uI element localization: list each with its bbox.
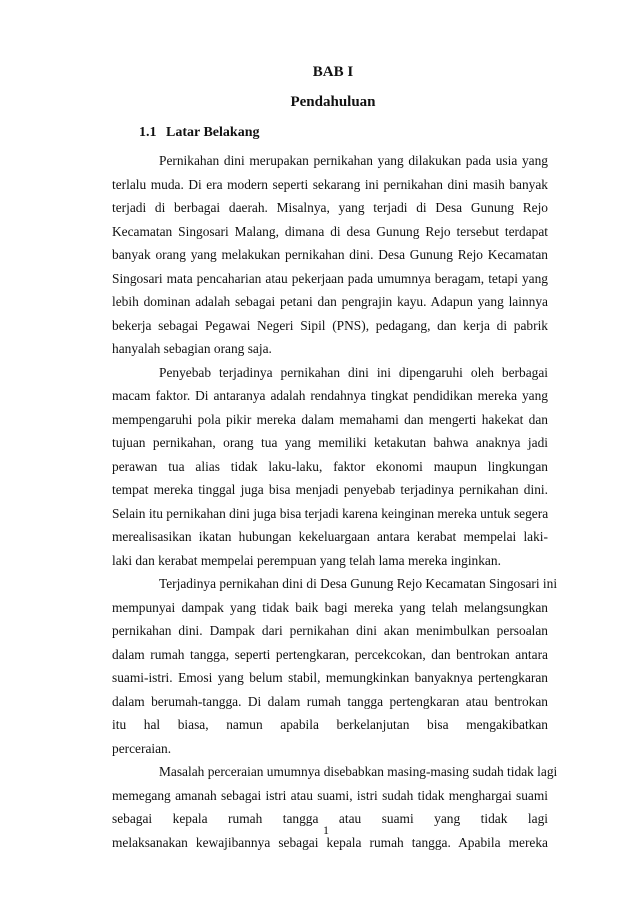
section-number: 1.1: [139, 125, 157, 140]
text-line: Penyebab terjadinya pernikahan dini ini dipengaruhi oleh berbagai: [159, 364, 548, 380]
text-line: itu hal biasa, namun apabila berkelanjutan bisa mengakibatkan: [112, 717, 548, 732]
text-line: Pernikahan dini merupakan pernikahan yang dilakukan pada usia yang: [159, 153, 548, 168]
chapter-number: BAB I: [312, 64, 354, 80]
page-number: 1: [323, 823, 329, 837]
text-line: perawan tua alias tidak laku-laku, faktor ekonomi maupun lingkungan: [112, 458, 548, 474]
text-line: melaksanakan kewajibannya sebagai kepala rumah tangga. Apabila mereka: [112, 834, 548, 850]
text-line: Terjadinya pernikahan dini di Desa Gunung Rejo Kecamatan Singosari ini: [159, 576, 558, 591]
text-line: terlalu muda. Di era modern seperti sekarang ini pernikahan dini masih banyak: [112, 176, 548, 192]
text-line: merealisasikan ikatan hubungan kekeluargaan antara kerabat mempelai laki-: [112, 529, 548, 544]
text-line: Selain itu pernikahan dini juga bisa terjadi karena keinginan mereka untuk segera: [112, 505, 549, 521]
text-line: bekerja sebagai Pegawai Negeri Sipil (PNS), pedagang, dan kerja di pabrik: [112, 317, 548, 333]
text-line: memegang amanah sebagai istri atau suami, istri sudah tidak menghargai suami: [112, 787, 548, 803]
text-line: lebih dominan adalah sebagai petani dan pengrajin kayu. Adapun yang lainnya: [112, 294, 548, 309]
text-line: tempat mereka tinggal juga bisa menjadi penyebab terjadinya pernikahan dini.: [112, 482, 548, 497]
text-line: pernikahan dini. Dampak dari pernikahan dini akan menimbulkan persoalan: [112, 623, 548, 638]
text-line: hanyalah sebagian orang saja.: [112, 341, 272, 356]
text-line: perceraian.: [112, 740, 172, 756]
text-line: Masalah perceraian umumnya disebabkan masing-masing sudah tidak lagi: [159, 764, 558, 779]
body-text: [112, 149, 558, 854]
text-line: Kecamatan Singosari Malang, dimana di desa Gunung Rejo tersebut terdapat: [112, 223, 548, 239]
text-line: sebagai kepala rumah tangga atau suami yang tidak lagi: [112, 811, 548, 826]
text-line: dalam berumah-tangga. Di dalam rumah tangga pertengkaran atau bentrokan: [112, 693, 548, 709]
text-line: suami-istri. Emosi yang belum stabil, memungkinkan banyaknya pertengkaran: [112, 670, 548, 685]
text-line: mempunyai dampak yang tidak baik bagi mereka yang telah melangsungkan: [112, 599, 548, 615]
section-title: Latar Belakang: [166, 125, 260, 140]
text-line: terjadi di berbagai daerah. Misalnya, yang terjadi di Desa Gunung Rejo: [112, 200, 548, 215]
text-line: mempengaruhi pola pikir mereka dalam memahami dan mengerti hakekat dan: [112, 411, 548, 427]
text-line: Singosari mata pencaharian atau pekerjaan pada umumnya beragam, tetapi yang: [112, 270, 548, 286]
text-line: laki dan kerabat mempelai perempuan yang telah lama mereka inginkan.: [112, 552, 501, 568]
text-line: banyak orang yang melakukan pernikahan dini. Desa Gunung Rejo Kecamatan: [112, 247, 548, 262]
text-line: macam faktor. Di antaranya adalah rendahnya tingkat pendidikan mereka yang: [112, 388, 548, 403]
section-heading: [139, 125, 259, 141]
text-line: dalam rumah tangga, seperti pertengkaran, percekcokan, dan bentrokan antara: [112, 646, 548, 662]
text-line: tujuan pernikahan, orang tua yang memiliki ketakutan bahwa anaknya jadi: [112, 435, 548, 450]
chapter-title: Pendahuluan: [290, 94, 376, 110]
